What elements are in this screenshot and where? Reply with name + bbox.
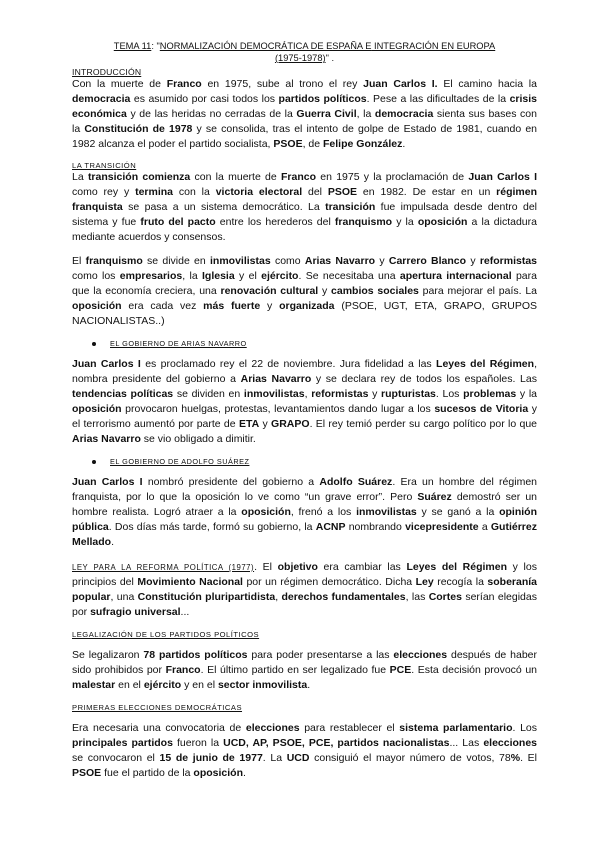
bold-term: ejército <box>261 270 299 282</box>
bold-term: derechos fundamentales <box>281 591 406 603</box>
bold-term: Cortes <box>428 591 462 603</box>
heading-transicion: LA TRANSICIÓN <box>72 161 137 170</box>
title-prefix: TEMA 11 <box>113 41 152 51</box>
bold-term: Gutiérrez Mellado <box>72 521 537 548</box>
paragraph-introduccion: Con la muerte de Franco en 1975, sube al trono el rey Juan Carlos I. El camino hacia la democracia es asumido por casi todos los partidos políticos. Pese a las dificultades de la crisis económica y de las heridas no cerradas de la Guerra Civil, la democracia sienta sus bases con la Constitución de 1978 y se consolida, tras el intento de golpe de Estado de 1981, cuando en 1982 alcanza el poder el partido socialista, PSOE, de Felipe González. <box>72 78 538 150</box>
bold-term: inmovilistas <box>209 255 271 267</box>
bold-term: 15 de junio de 1977 <box>159 752 263 764</box>
bold-term: partidos políticos <box>278 93 367 105</box>
bold-term: PCE <box>389 664 412 676</box>
bold-term: sucesos de Vitoria <box>434 403 529 415</box>
bold-term: Juan Carlos I <box>72 476 143 488</box>
heading-ley-reforma: LEY PARA LA REFORMA POLÍTICA (1977) <box>72 563 255 572</box>
bold-term: más fuerte <box>203 300 261 312</box>
bullet-dot-icon <box>92 460 96 464</box>
bold-term: GRAPO <box>271 418 310 430</box>
bold-term: apertura internacional <box>399 270 512 282</box>
bold-term: Carrero Blanco <box>388 255 467 267</box>
bold-term: Arias Navarro <box>240 373 312 385</box>
bold-term: transición <box>325 201 376 213</box>
bold-term: régimen franquista <box>72 186 537 213</box>
bold-term: Guerra Civil <box>296 108 357 120</box>
bold-term: Adolfo Suárez <box>319 476 393 488</box>
paragraph-adolfo-suarez: Juan Carlos I nombró presidente del gobierno a Adolfo Suárez. Era un hombre del régimen franquista, por lo que la oposición lo ve como “un grave error”. Pero Suárez demostró ser un hombre realista. Logró atraer a la oposición, frenó a los inmovilistas y se ganó a la opinión pública. Dos días más tarde, formó su gobierno, la ACNP nombrando vicepresidente a Gutiérrez Mellado. <box>72 476 537 548</box>
document-page <box>72 40 537 781</box>
paragraph-ley-reforma <box>72 560 537 620</box>
heading-adolfo-suarez <box>92 457 537 466</box>
bold-term: soberanía popular <box>72 576 538 603</box>
bold-term: Ley <box>415 576 434 588</box>
bold-term: UCD <box>286 752 310 764</box>
bold-term: vicepresidente <box>405 521 479 533</box>
bold-term: organizada <box>279 300 335 312</box>
bold-term: transición comienza <box>87 171 191 183</box>
heading-elecciones: PRIMERAS ELECCIONES DEMOCRÁTICAS <box>72 703 243 712</box>
bold-term: Arias Navarro <box>304 255 376 267</box>
paragraph-legalizacion: Se legalizaron 78 partidos políticos para poder presentarse a las elecciones después de haber sido prohibidos por Franco. El último partido en ser legalizado fue PCE. Esta decisión provocó un malestar en el ejército y en el sector inmovilista. <box>72 649 538 691</box>
bold-term: oposición <box>72 403 122 415</box>
bold-term: inmovilistas <box>243 388 305 400</box>
heading-suarez-label: EL GOBIERNO DE ADOLFO SUÁREZ <box>110 457 250 466</box>
bold-term: 78 partidos políticos <box>143 649 248 661</box>
bold-term: UCD, AP, PSOE, PCE, partidos nacionalistas <box>223 737 450 749</box>
bold-term: oposición <box>193 767 244 779</box>
bold-term: Movimiento Nacional <box>137 576 243 588</box>
bold-term: Constitución pluripartidista <box>137 591 276 603</box>
title-main-a: NORMALIZACIÓN DEMOCRÁTICA DE ESPAÑA E <box>159 41 372 51</box>
bold-term: sector inmovilista <box>217 679 308 691</box>
bold-term: problemas <box>463 388 517 400</box>
bold-term: reformistas <box>311 388 369 400</box>
bold-term: Franco <box>165 664 201 676</box>
bold-term: franquismo <box>334 216 393 228</box>
bold-term: Juan Carlos I <box>468 171 537 183</box>
bold-term: Leyes del Régimen <box>406 561 508 573</box>
bold-term: Juan Carlos I. <box>363 78 438 90</box>
paragraph-transicion-1: La transición comienza con la muerte de Franco en 1975 y la proclamación de Juan Carlos I como rey y termina con la victoria electoral del PSOE en 1982. De estar en un régimen franquista se pasa a un sistema democrático. La transición fue impulsada desde dentro del sistema y fue fruto del pacto entre los herederos del franquismo y la oposición a la dictadura mediante acuerdos y consensos. <box>72 171 537 243</box>
bold-term: Suárez <box>417 491 452 503</box>
bold-term: Franco <box>280 171 316 183</box>
heading-arias-label: EL GOBIERNO DE ARIAS NAVARRO <box>110 339 247 348</box>
bold-term: cambios sociales <box>331 285 419 297</box>
bold-term: reformistas <box>479 255 538 267</box>
heading-introduccion: INTRODUCCIÓN <box>72 67 142 77</box>
title-main-b: INTEGRACIÓN EN EUROPA <box>371 41 496 51</box>
bold-term: objetivo <box>277 561 318 573</box>
bold-term: empresarios <box>119 270 183 282</box>
bold-term: elecciones <box>245 722 300 734</box>
title-years: (1975-1978) <box>274 53 326 63</box>
bold-term: Franco <box>166 78 202 90</box>
bold-term: PSOE <box>273 138 303 150</box>
bold-term: sistema parlamentario <box>399 722 513 734</box>
bold-term: democracia <box>72 93 131 105</box>
bold-term: crisis económica <box>72 93 538 120</box>
bold-term: malestar <box>72 679 116 691</box>
bold-term: ETA <box>238 418 260 430</box>
bold-term: sufragio universal <box>90 606 181 618</box>
bold-term: tendencias políticas <box>72 388 174 400</box>
bold-term: PSOE <box>327 186 358 198</box>
paragraph-arias-navarro: Juan Carlos I es proclamado rey el 22 de noviembre. Jura fidelidad a las Leyes del Régimen, nombra presidente del gobierno a Arias Navarro y se declara rey de todos los españoles. Las tendencias políticas se dividen en inmovilistas, reformistas y rupturistas. Los problemas y la oposición provocaron huelgas, protestas, levantamientos dando lugar a los sucesos de Vitoria y el terrorismo aumentó por parte de ETA y GRAPO. El rey temió perder su cargo político por lo que Arias Navarro se vio obligado a dimitir. <box>72 358 538 445</box>
bold-term: PSOE <box>72 767 102 779</box>
title-suffix: " . <box>325 53 335 63</box>
bold-term: termina <box>135 186 174 198</box>
bold-term: ACNP <box>315 521 346 533</box>
heading-legalizacion: LEGALIZACIÓN DE LOS PARTIDOS POLÍTICOS <box>72 630 260 639</box>
paragraph-ley-body: . El objetivo era cambiar las Leyes del Régimen y los principios del Movimiento Nacional por un régimen democrático. Dicha Ley recogía la soberanía popular, una Constitución pluripartidista, derechos fundamentales, las Cortes serían elegidas por sufragio universal... <box>72 561 538 618</box>
bold-term: Leyes del Régimen <box>436 358 535 370</box>
bold-term: inmovilistas <box>356 506 417 518</box>
bold-term: % <box>510 752 521 764</box>
bold-term: rupturistas <box>381 388 436 400</box>
bold-term: oposición <box>72 300 122 312</box>
bold-term: democracia <box>374 108 434 120</box>
bold-term: victoria electoral <box>215 186 303 198</box>
bold-term: Arias Navarro <box>72 433 141 445</box>
bold-term: Constitución de 1978 <box>84 123 193 135</box>
bold-term: Felipe González <box>323 138 403 150</box>
heading-arias-navarro <box>92 339 537 348</box>
bullet-dot-icon <box>92 342 96 346</box>
bold-term: franquismo <box>85 255 143 267</box>
bold-term: renovación cultural <box>220 285 319 297</box>
bold-term: opinión pública <box>72 506 537 533</box>
bold-term: oposición <box>417 216 468 228</box>
bold-term: elecciones <box>393 649 448 661</box>
bold-term: elecciones <box>483 737 538 749</box>
title-colon: : " <box>151 41 160 51</box>
document-title <box>72 40 537 64</box>
bold-term: ejército <box>143 679 182 691</box>
paragraph-transicion-2: El franquismo se divide en inmovilistas como Arias Navarro y Carrero Blanco y reformistas como los empresarios, la Iglesia y el ejército. Se necesitaba una apertura internacional para que la economía creciera, una renovación cultural y cambios sociales para mejorar el país. La oposición era cada vez más fuerte y organizada (PSOE, UGT, ETA, GRAPO, GRUPOS NACIONALISTAS..) <box>72 255 538 327</box>
bold-term: fruto del pacto <box>140 216 216 228</box>
bold-term: Iglesia <box>202 270 235 282</box>
bold-term: oposición <box>241 506 291 518</box>
paragraph-elecciones: Era necesaria una convocatoria de elecciones para restablecer el sistema parlamentario. Los principales partidos fueron la UCD, AP, PSOE, PCE, partidos nacionalistas... Las elecciones se convocaron el 15 de junio de 1977. La UCD consiguió el mayor número de votos, 78%. El PSOE fue el partido de la oposición. <box>72 722 538 779</box>
bold-term: Juan Carlos I <box>72 358 141 370</box>
bold-term: principales partidos <box>72 737 173 749</box>
